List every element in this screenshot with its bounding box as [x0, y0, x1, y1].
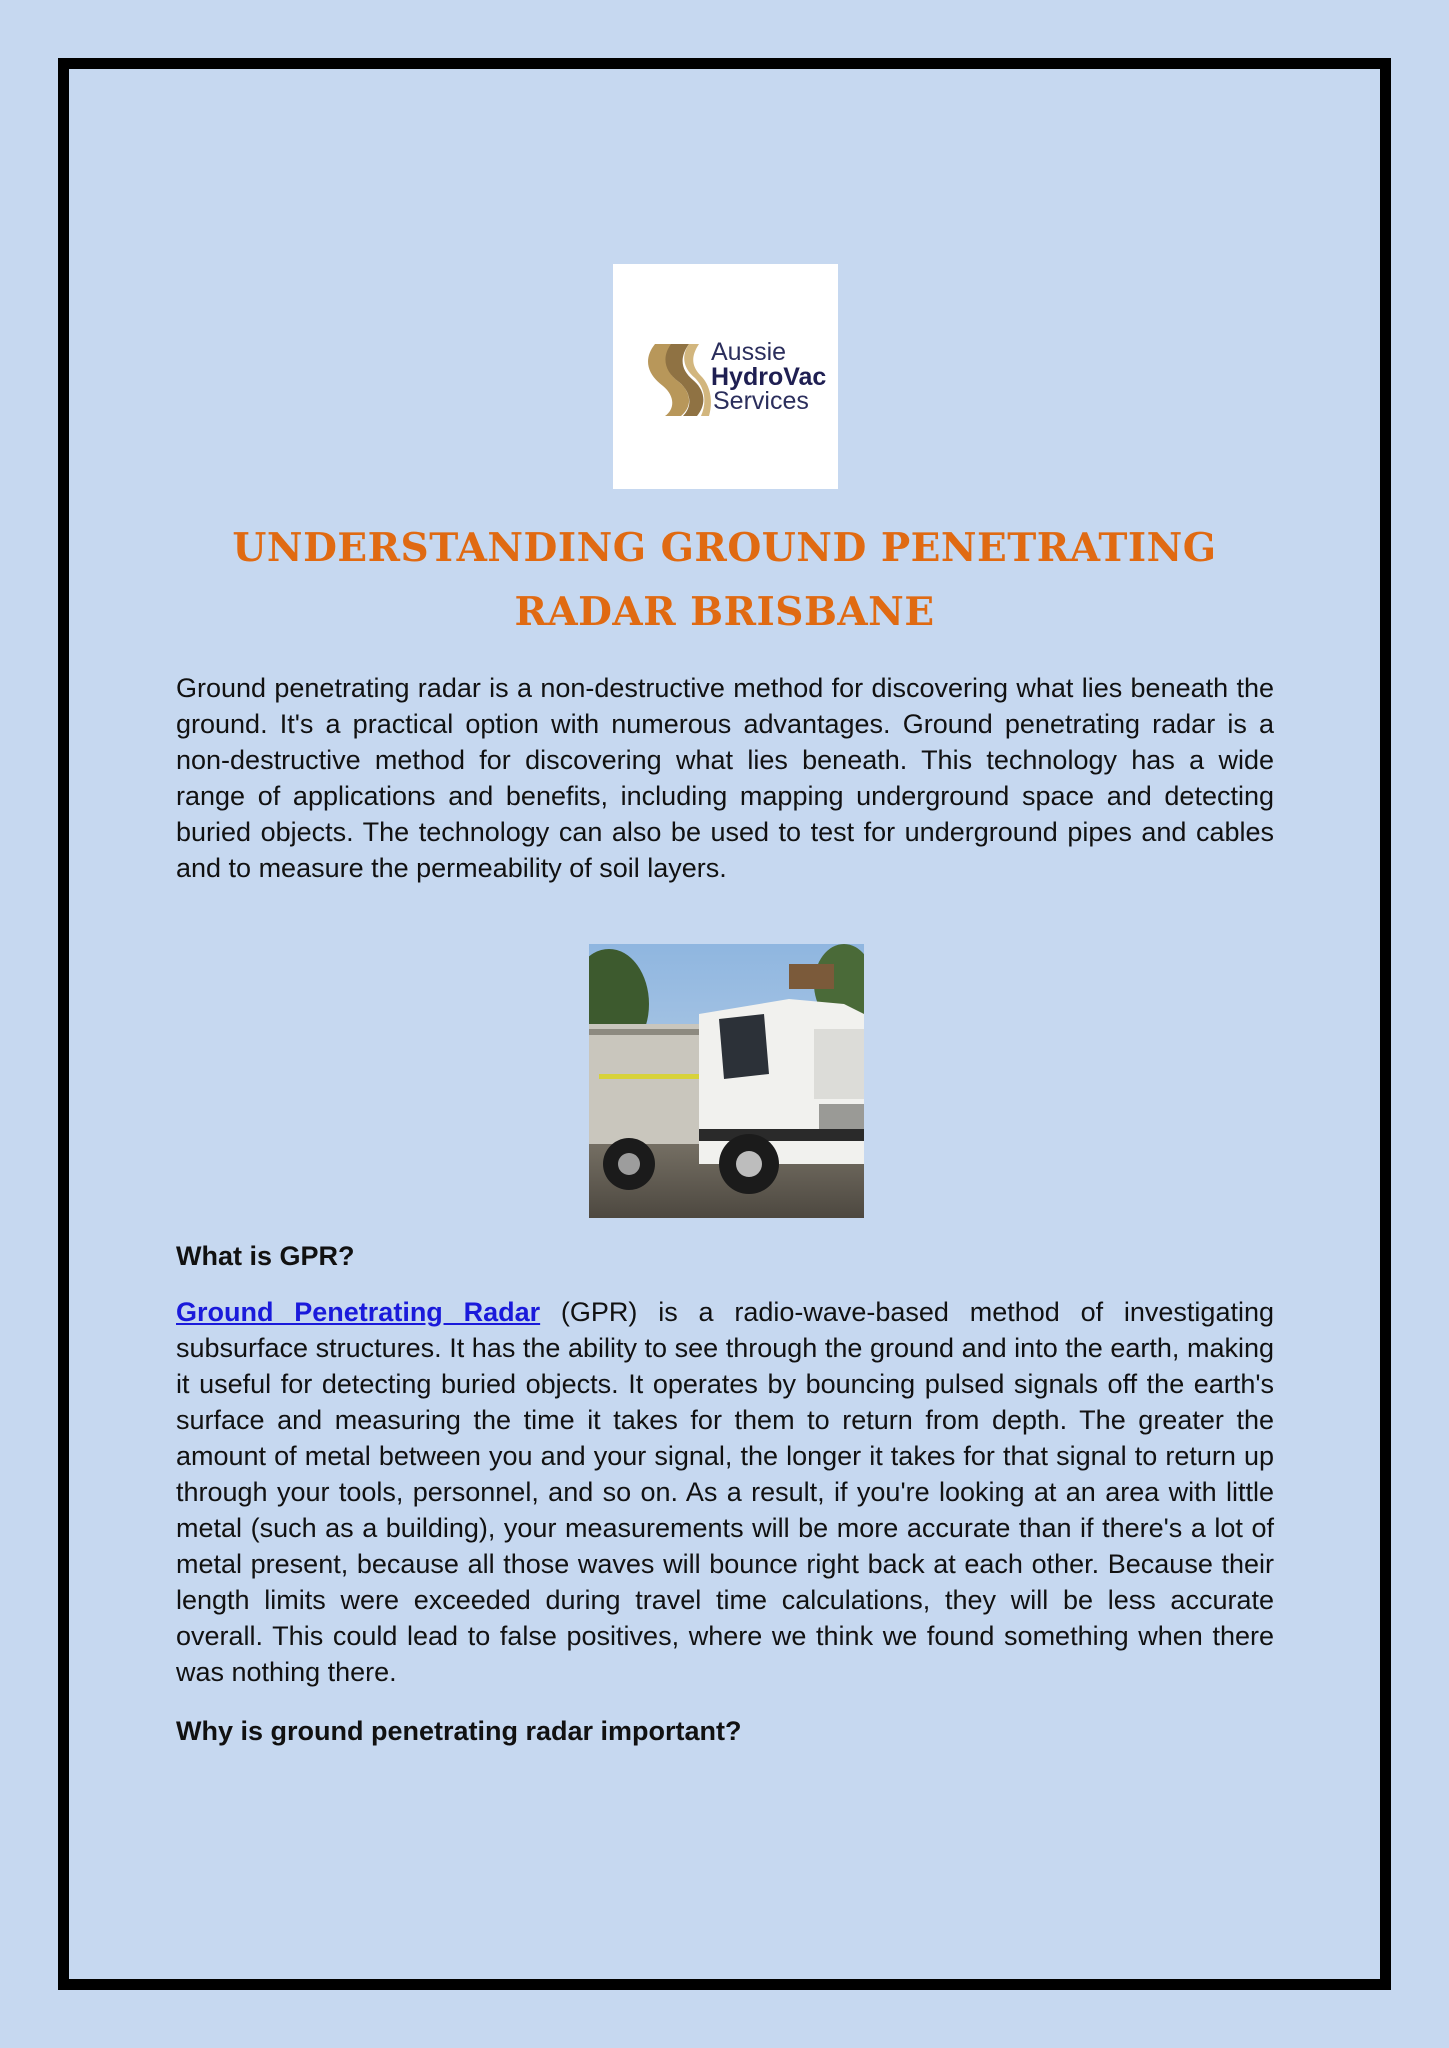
gpr-paragraph	[176, 1294, 1274, 1690]
section-heading-why-important: Why is ground penetrating radar important?	[176, 1716, 742, 1746]
truck-photo	[589, 944, 864, 1218]
logo-line-1: Aussie	[711, 338, 787, 366]
intro-paragraph: Ground penetrating radar is a non-destructive method for discovering what lies beneath the ground. It's a practical option with numerous advantages. Ground penetrating radar is a non-destructive method for discovering what lies beneath. This technology has a wide range of applications and benefits, including mapping underground space and detecting buried objects. The technology can also be used to test for underground pipes and cables and to measure the permeability of soil layers.	[176, 673, 1274, 883]
gpr-paragraph-body: (GPR) is a radio-wave-based method of investigating subsurface structures. It has the ability to see through the ground and into the earth, making it useful for detecting buried objects. It operates by bouncing pulsed signals off the earth's surface and measuring the time it takes for them to return from depth. The greater the amount of metal between you and your signal, the longer it takes for that signal to return up through your tools, personnel, and so on. As a result, if you're looking at an area with little metal (such as a building), your measurements will be more accurate than if there's a lot of metal present, because all those waves will bounce right back at each other. Because their length limits were exceeded during travel time calculations, they will be less accurate overall. This could lead to false positives, where we think we found something when there was nothing there.	[176, 1297, 1274, 1687]
page-title: UNDERSTANDING GROUND PENETRATING RADAR BRISBANE	[232, 525, 1217, 635]
section-heading-what-is-gpr: What is GPR?	[176, 1241, 355, 1271]
company-logo	[613, 264, 838, 489]
logo-line-2: HydroVac	[711, 363, 827, 391]
logo-line-3: Services	[713, 387, 809, 415]
ground-penetrating-radar-link[interactable]: Ground Penetrating Radar	[176, 1297, 541, 1327]
